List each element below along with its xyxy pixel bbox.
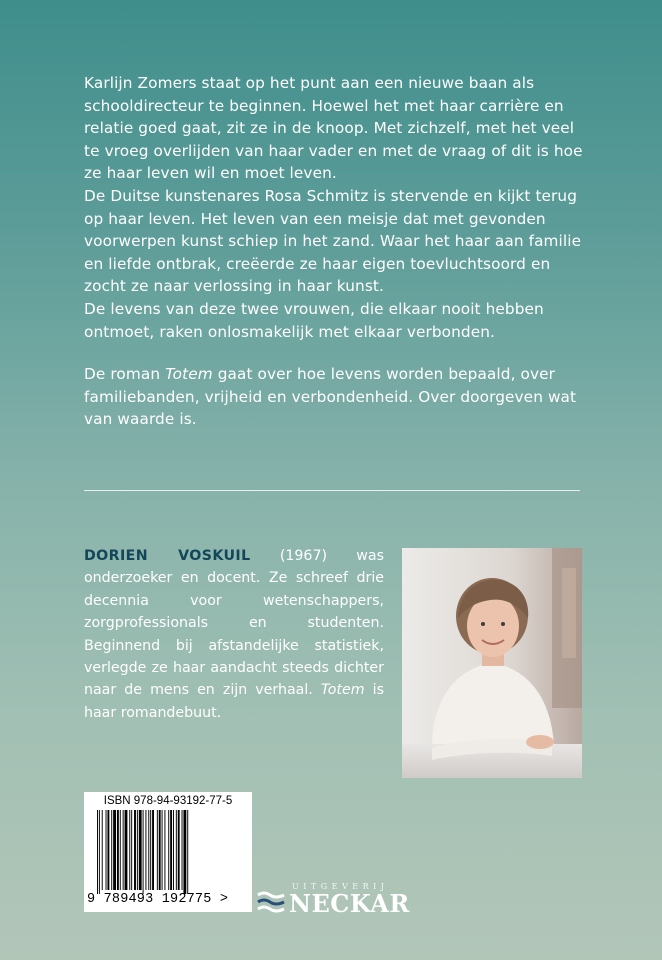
author-name: DORIEN VOSKUIL bbox=[84, 548, 251, 564]
blurb-paragraph bbox=[84, 363, 584, 431]
blurb-paragraph: Karlijn Zomers staat op het punt aan een nieuwe baan als schooldirecteur te beginnen. Hoewel het met haar carrière en relatie goed gaat, zit ze in de knoop. Met zichzelf, met het veel te vroeg overlijden van haar vader en met de vraag of dit is hoe ze haar leven wil en moet leven. bbox=[84, 74, 583, 183]
blurb-paragraph: De levens van deze twee vrouwen, die elkaar nooit hebben ontmoet, raken onlosmakelijk met elkaar verbonden. bbox=[84, 299, 544, 341]
bio-text: (1967) was onderzoeker en docent. Ze schreef drie decennia voor wetenschappers, zorgprofessionals en studenten. Beginnend bij afstandelijke statistiek, verlegde ze haar aandacht steeds dichter naar de mens en zijn verhaal. bbox=[84, 548, 384, 699]
blurb-text: De roman bbox=[84, 365, 166, 384]
book-title: Totem bbox=[165, 365, 213, 384]
author-photo bbox=[402, 548, 582, 778]
publisher-name: NECKAR bbox=[289, 889, 410, 918]
publisher-prefix: UITGEVERIJ bbox=[292, 882, 389, 891]
publisher-logo bbox=[256, 882, 419, 916]
isbn-digits: 9 789493 192775 > bbox=[87, 892, 229, 907]
blurb bbox=[84, 72, 584, 431]
author-bio bbox=[84, 545, 384, 724]
waves-icon bbox=[256, 889, 286, 915]
isbn-label: ISBN 978-94-93192-77-5 bbox=[103, 795, 233, 807]
author-photo-image bbox=[402, 548, 582, 778]
blurb-paragraph: De Duitse kunstenares Rosa Schmitz is stervende en kijkt terug op haar leven. Het leven van een meisje dat met gevonden voorwerpen kunst schiep in het zand. Waar het haar aan familie en liefde ontbrak, creëerde ze haar eigen toevluchtsoord en zocht ze naar verlossing in haar kunst. bbox=[84, 186, 582, 296]
barcode bbox=[84, 792, 252, 912]
book-title: Totem bbox=[320, 682, 365, 699]
blurb-text: gaat over hoe levens worden bepaald, over familiebanden, vrijheid en verbondenheid. Over doorgeven wat van waarde is. bbox=[84, 365, 577, 429]
divider bbox=[84, 490, 580, 491]
barcode-bars bbox=[97, 810, 237, 894]
bio-text: is haar romandebuut. bbox=[84, 682, 384, 721]
